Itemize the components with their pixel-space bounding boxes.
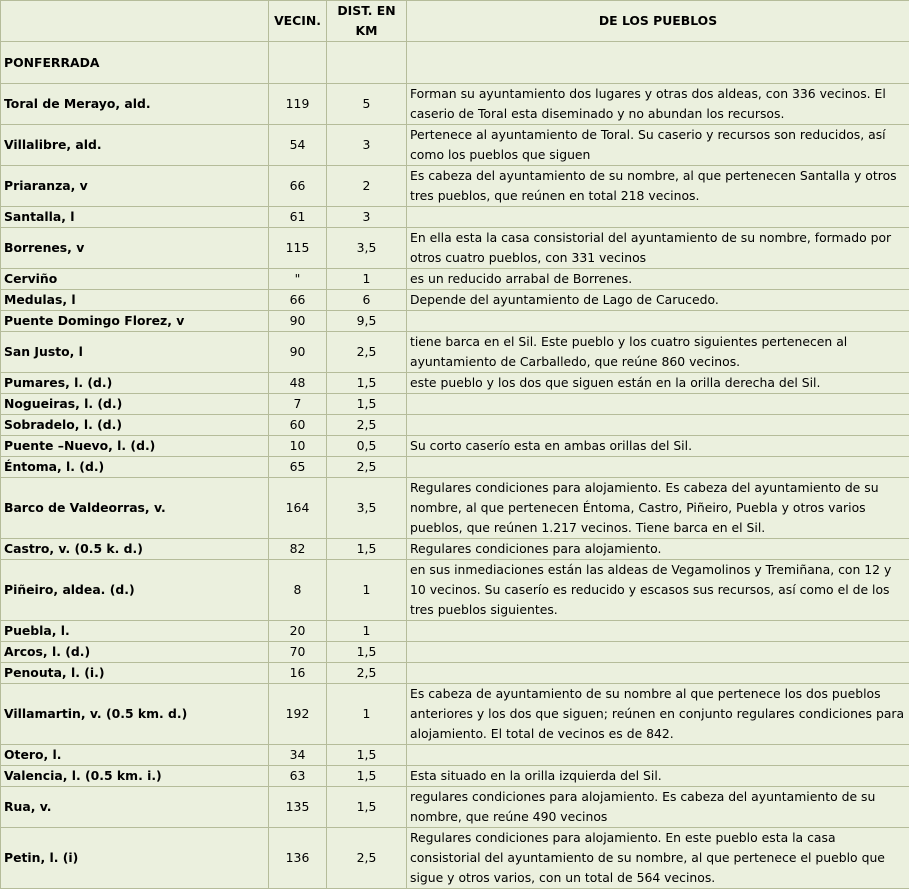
vecinos-cell: 82 [269,539,327,560]
distance-cell: 1,5 [327,373,407,394]
vecinos-cell: 90 [269,311,327,332]
town-name-cell: Borrenes, v [1,228,269,269]
distance-cell: 1,5 [327,766,407,787]
vecinos-cell: 192 [269,684,327,745]
distance-cell: 0,5 [327,436,407,457]
distance-cell: 1,5 [327,642,407,663]
town-name-cell: Puebla, l. [1,621,269,642]
table-row [1,828,909,889]
town-name-cell: Cerviño [1,269,269,290]
table-row [1,478,909,539]
description-cell: En ella esta la casa consistorial del ayuntamiento de su nombre, formado por otros cuatro pueblos, con 331 vecinos [407,228,909,269]
table-row [1,663,909,684]
table-row [1,290,909,311]
description-cell [407,745,909,766]
distance-cell: 1,5 [327,539,407,560]
distance-cell: 1,5 [327,394,407,415]
town-name-cell: Barco de Valdeorras, v. [1,478,269,539]
distance-cell: 3,5 [327,228,407,269]
table-row [1,311,909,332]
header-name [1,1,269,42]
distance-cell: 6 [327,290,407,311]
distance-cell: 1 [327,621,407,642]
town-name-cell: Santalla, l [1,207,269,228]
description-cell [407,457,909,478]
town-name-cell: Villamartin, v. (0.5 km. d.) [1,684,269,745]
town-name-cell: Petin, l. (i) [1,828,269,889]
distance-cell: 9,5 [327,311,407,332]
table-row [1,394,909,415]
description-cell: Forman su ayuntamiento dos lugares y otras dos aldeas, con 336 vecinos. El caserio de Toral esta diseminado y no abundan los recursos. [407,84,909,125]
description-cell [407,621,909,642]
vecinos-cell: 8 [269,560,327,621]
town-name-cell: Medulas, l [1,290,269,311]
town-name-cell: Rua, v. [1,787,269,828]
header-descripcion: DE LOS PUEBLOS [407,1,909,42]
description-cell: Depende del ayuntamiento de Lago de Carucedo. [407,290,909,311]
table-row [1,207,909,228]
section-empty-cell [327,42,407,84]
table-row [1,332,909,373]
distance-cell: 2,5 [327,332,407,373]
vecinos-cell: 48 [269,373,327,394]
distance-cell: 1,5 [327,787,407,828]
vecinos-cell: 20 [269,621,327,642]
vecinos-cell: 63 [269,766,327,787]
table-row [1,228,909,269]
description-cell: Es cabeza del ayuntamiento de su nombre, al que pertenecen Santalla y otros tres pueblos, que reúnen en total 218 vecinos. [407,166,909,207]
section-empty-cell [269,42,327,84]
town-name-cell: Puente –Nuevo, l. (d.) [1,436,269,457]
table-row [1,787,909,828]
town-name-cell: Pumares, l. (d.) [1,373,269,394]
distance-cell: 2,5 [327,828,407,889]
vecinos-cell: " [269,269,327,290]
description-cell [407,394,909,415]
vecinos-cell: 60 [269,415,327,436]
description-cell [407,415,909,436]
vecinos-cell: 7 [269,394,327,415]
town-name-cell: Puente Domingo Florez, v [1,311,269,332]
section-row [1,42,909,84]
town-name-cell: Piñeiro, aldea. (d.) [1,560,269,621]
town-name-cell: Priaranza, v [1,166,269,207]
description-cell [407,663,909,684]
vecinos-cell: 16 [269,663,327,684]
description-cell: Esta situado en la orilla izquierda del Sil. [407,766,909,787]
distance-cell: 3 [327,207,407,228]
vecinos-cell: 10 [269,436,327,457]
vecinos-cell: 90 [269,332,327,373]
distance-cell: 2,5 [327,663,407,684]
description-cell: regulares condiciones para alojamiento. Es cabeza del ayuntamiento de su nombre, que reúne 490 vecinos [407,787,909,828]
town-name-cell: Villalibre, ald. [1,125,269,166]
description-cell: en sus inmediaciones están las aldeas de Vegamolinos y Tremiñana, con 12 y 10 vecinos. Su caserío es reducido y escasos sus recursos, así como el de los tres pueblos siguientes. [407,560,909,621]
table-row [1,766,909,787]
table-row [1,745,909,766]
header-distancia: DIST. EN KM [327,1,407,42]
vecinos-cell: 34 [269,745,327,766]
distance-cell: 2,5 [327,415,407,436]
town-name-cell: Nogueiras, l. (d.) [1,394,269,415]
vecinos-cell: 54 [269,125,327,166]
distance-cell: 1,5 [327,745,407,766]
vecinos-cell: 70 [269,642,327,663]
table-row [1,642,909,663]
vecinos-cell: 136 [269,828,327,889]
town-name-cell: Valencia, l. (0.5 km. i.) [1,766,269,787]
description-cell: tiene barca en el Sil. Este pueblo y los cuatro siguientes pertenecen al ayuntamiento de Carballedo, que reúne 860 vecinos. [407,332,909,373]
vecinos-cell: 66 [269,166,327,207]
vecinos-cell: 135 [269,787,327,828]
vecinos-cell: 61 [269,207,327,228]
table-row [1,373,909,394]
distance-cell: 2,5 [327,457,407,478]
description-cell: este pueblo y los dos que siguen están en la orilla derecha del Sil. [407,373,909,394]
town-name-cell: Castro, v. (0.5 k. d.) [1,539,269,560]
table-row [1,621,909,642]
table-row [1,415,909,436]
town-name-cell: Sobradelo, l. (d.) [1,415,269,436]
description-cell: Su corto caserío esta en ambas orillas del Sil. [407,436,909,457]
description-cell [407,642,909,663]
vecinos-cell: 115 [269,228,327,269]
description-cell [407,311,909,332]
town-name-cell: Éntoma, l. (d.) [1,457,269,478]
table-row [1,539,909,560]
vecinos-cell: 66 [269,290,327,311]
table-row [1,684,909,745]
town-name-cell: Arcos, l. (d.) [1,642,269,663]
town-name-cell: Penouta, l. (i.) [1,663,269,684]
distance-cell: 3,5 [327,478,407,539]
section-title: PONFERRADA [1,42,269,84]
distance-cell: 5 [327,84,407,125]
vecinos-cell: 65 [269,457,327,478]
table-row [1,125,909,166]
vecinos-cell: 119 [269,84,327,125]
section-empty-cell [407,42,909,84]
table-row [1,457,909,478]
description-cell: Es cabeza de ayuntamiento de su nombre al que pertenece los dos pueblos anteriores y los dos que siguen; reúnen en conjunto regulares condiciones para alojamiento. El total de vecinos es de 842. [407,684,909,745]
description-cell: es un reducido arrabal de Borrenes. [407,269,909,290]
table-row [1,436,909,457]
table-row [1,269,909,290]
distance-cell: 3 [327,125,407,166]
distance-cell: 2 [327,166,407,207]
table-row [1,560,909,621]
header-row [1,1,909,42]
table-row [1,166,909,207]
description-cell [407,207,909,228]
distance-cell: 1 [327,269,407,290]
description-cell: Pertenece al ayuntamiento de Toral. Su caserio y recursos son reducidos, así como los pueblos que siguen [407,125,909,166]
vecinos-cell: 164 [269,478,327,539]
table-row [1,84,909,125]
town-name-cell: Otero, l. [1,745,269,766]
description-cell: Regulares condiciones para alojamiento. En este pueblo esta la casa consistorial del ayuntamiento de su nombre, al que pertenece el pueblo que sigue y otros varios, con un total de 564 vecinos. [407,828,909,889]
distance-cell: 1 [327,560,407,621]
header-vecinos: VECIN. [269,1,327,42]
description-cell: Regulares condiciones para alojamiento. Es cabeza del ayuntamiento de su nombre, al que pertenecen Éntoma, Castro, Piñeiro, Puebla y otros varios pueblos, que reúnen 1.217 vecinos. Tiene barca en el Sil. [407,478,909,539]
town-name-cell: San Justo, l [1,332,269,373]
distance-cell: 1 [327,684,407,745]
description-cell: Regulares condiciones para alojamiento. [407,539,909,560]
town-name-cell: Toral de Merayo, ald. [1,84,269,125]
